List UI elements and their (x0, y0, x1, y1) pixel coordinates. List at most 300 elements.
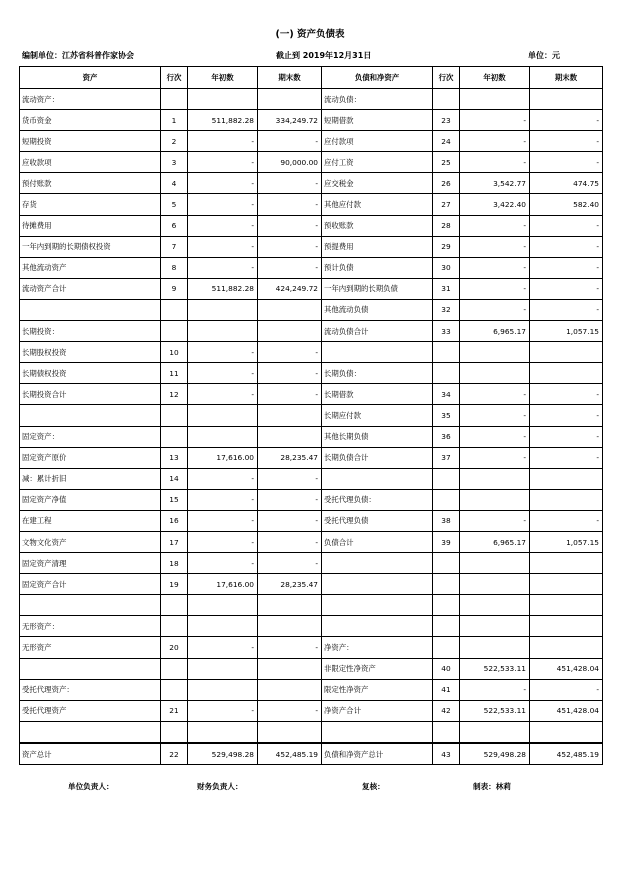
liability-opening-cell: - (460, 215, 530, 236)
asset-line-cell: 12 (161, 384, 188, 405)
header-line-no: 行次 (161, 67, 188, 89)
liability-closing-cell: 452,485.19 (530, 743, 603, 765)
liability-closing-cell: 474.75 (530, 173, 603, 194)
asset-opening-cell: - (188, 363, 258, 384)
liability-opening-cell: - (460, 405, 530, 426)
table-row (20, 553, 603, 574)
liability-line-cell (433, 363, 460, 384)
liability-closing-cell: - (530, 257, 603, 278)
table-row (20, 637, 603, 658)
liability-opening-cell: 6,965.17 (460, 321, 530, 342)
asset-name-cell (20, 405, 161, 426)
table-row (20, 173, 603, 194)
asset-opening-cell (188, 299, 258, 320)
liability-closing-cell: - (530, 384, 603, 405)
asset-closing-cell: - (258, 215, 322, 236)
asset-name-cell: 受托代理资产 (20, 700, 161, 721)
liability-opening-cell: - (460, 152, 530, 173)
header-assets: 资产 (20, 67, 161, 89)
liability-closing-cell (530, 489, 603, 510)
asset-line-cell: 9 (161, 278, 188, 299)
asset-opening-cell: - (188, 531, 258, 552)
liability-opening-cell (460, 363, 530, 384)
asset-name-cell: 固定资产清理 (20, 553, 161, 574)
asset-name-cell: 长期投资合计 (20, 384, 161, 405)
asset-closing-cell (258, 721, 322, 743)
asset-line-cell: 13 (161, 447, 188, 468)
asset-closing-cell: 452,485.19 (258, 743, 322, 765)
asset-line-cell (161, 721, 188, 743)
asset-opening-cell: - (188, 510, 258, 531)
asset-line-cell (161, 321, 188, 342)
liability-line-cell: 28 (433, 215, 460, 236)
liability-closing-cell: 1,057.15 (530, 321, 603, 342)
liability-name-cell: 负债和净资产总计 (322, 743, 433, 765)
liability-line-cell: 33 (433, 321, 460, 342)
liability-opening-cell (460, 616, 530, 637)
table-row (20, 700, 603, 721)
liability-closing-cell (530, 616, 603, 637)
table-row (20, 110, 603, 131)
asset-closing-cell: 334,249.72 (258, 110, 322, 131)
asset-opening-cell (188, 658, 258, 679)
liability-line-cell (433, 468, 460, 489)
liability-line-cell: 38 (433, 510, 460, 531)
liability-opening-cell (460, 342, 530, 363)
asset-line-cell: 17 (161, 531, 188, 552)
liability-line-cell: 24 (433, 131, 460, 152)
liability-name-cell: 预提费用 (322, 236, 433, 257)
asset-line-cell: 18 (161, 553, 188, 574)
balance-sheet-table (19, 66, 603, 765)
liability-name-cell: 长期借款 (322, 384, 433, 405)
asset-opening-cell: - (188, 700, 258, 721)
liability-line-cell (433, 574, 460, 595)
liability-closing-cell: 582.40 (530, 194, 603, 215)
liability-name-cell: 预计负债 (322, 257, 433, 278)
liability-line-cell (433, 489, 460, 510)
liability-name-cell (322, 553, 433, 574)
liability-name-cell: 长期负债合计 (322, 447, 433, 468)
liability-line-cell: 39 (433, 531, 460, 552)
asset-opening-cell: 17,616.00 (188, 447, 258, 468)
asset-name-cell: 流动资产： (20, 89, 161, 110)
asset-closing-cell: - (258, 131, 322, 152)
liability-name-cell: 其他长期负债 (322, 426, 433, 447)
asset-name-cell: 受托代理资产： (20, 679, 161, 700)
liability-opening-cell (460, 89, 530, 110)
table-row (20, 510, 603, 531)
asset-closing-cell: - (258, 384, 322, 405)
liability-line-cell: 27 (433, 194, 460, 215)
liability-name-cell: 长期应付款 (322, 405, 433, 426)
liability-closing-cell: - (530, 131, 603, 152)
table-row (20, 447, 603, 468)
table-row (20, 257, 603, 278)
asset-opening-cell: 17,616.00 (188, 574, 258, 595)
asset-opening-cell (188, 405, 258, 426)
liability-opening-cell: - (460, 236, 530, 257)
asset-closing-cell (258, 321, 322, 342)
asset-line-cell: 22 (161, 743, 188, 765)
asset-name-cell: 固定资产净值 (20, 489, 161, 510)
asset-closing-cell (258, 616, 322, 637)
liability-opening-cell: - (460, 679, 530, 700)
liability-name-cell: 流动负债： (322, 89, 433, 110)
liability-name-cell (322, 616, 433, 637)
liability-line-cell: 26 (433, 173, 460, 194)
asset-name-cell: 无形资产 (20, 637, 161, 658)
liability-name-cell (322, 574, 433, 595)
liability-line-cell (433, 637, 460, 658)
currency-unit: 单位：元 (528, 51, 560, 60)
asset-name-cell: 文物文化资产 (20, 531, 161, 552)
liability-closing-cell: 451,428.04 (530, 700, 603, 721)
table-row (20, 363, 603, 384)
table-row (20, 468, 603, 489)
asset-opening-cell: - (188, 257, 258, 278)
liability-name-cell: 非限定性净资产 (322, 658, 433, 679)
table-row (20, 236, 603, 257)
liability-line-cell (433, 553, 460, 574)
liability-line-cell: 36 (433, 426, 460, 447)
liability-line-cell (433, 721, 460, 743)
report-title: (一) 资产负债表 (275, 29, 345, 40)
header-closing: 期末数 (258, 67, 322, 89)
asset-name-cell: 无形资产： (20, 616, 161, 637)
asset-closing-cell (258, 595, 322, 616)
asset-line-cell (161, 299, 188, 320)
asset-name-cell: 固定资产合计 (20, 574, 161, 595)
liability-closing-cell (530, 721, 603, 743)
asset-line-cell (161, 679, 188, 700)
asset-line-cell: 21 (161, 700, 188, 721)
asset-name-cell: 短期投资 (20, 131, 161, 152)
liability-opening-cell (460, 721, 530, 743)
asset-closing-cell (258, 299, 322, 320)
table-row (20, 743, 603, 765)
asset-closing-cell: 90,000.00 (258, 152, 322, 173)
table-row (20, 215, 603, 236)
asset-opening-cell: - (188, 468, 258, 489)
asset-name-cell: 资产总计 (20, 743, 161, 765)
liability-line-cell: 30 (433, 257, 460, 278)
asset-closing-cell: - (258, 257, 322, 278)
asset-name-cell: 待摊费用 (20, 215, 161, 236)
asset-closing-cell: - (258, 700, 322, 721)
liability-closing-cell (530, 342, 603, 363)
liability-opening-cell (460, 468, 530, 489)
table-header-row (20, 67, 603, 89)
asset-opening-cell: - (188, 194, 258, 215)
liability-line-cell (433, 616, 460, 637)
asset-line-cell: 14 (161, 468, 188, 489)
liability-closing-cell (530, 574, 603, 595)
asset-line-cell (161, 426, 188, 447)
liability-name-cell: 预收账款 (322, 215, 433, 236)
liability-name-cell: 一年内到期的长期负债 (322, 278, 433, 299)
liability-line-cell: 41 (433, 679, 460, 700)
liability-opening-cell: - (460, 426, 530, 447)
asset-opening-cell (188, 595, 258, 616)
asset-closing-cell (258, 679, 322, 700)
asset-closing-cell: - (258, 173, 322, 194)
liability-closing-cell: - (530, 110, 603, 131)
asset-opening-cell: - (188, 637, 258, 658)
liability-closing-cell: - (530, 278, 603, 299)
asset-opening-cell: - (188, 152, 258, 173)
asset-line-cell: 19 (161, 574, 188, 595)
liability-line-cell: 37 (433, 447, 460, 468)
asset-line-cell: 10 (161, 342, 188, 363)
report-date: 截止到 2019年12月31日 (276, 51, 372, 60)
asset-closing-cell: 28,235.47 (258, 447, 322, 468)
liability-line-cell: 43 (433, 743, 460, 765)
liability-opening-cell: 3,422.40 (460, 194, 530, 215)
asset-closing-cell: - (258, 510, 322, 531)
liability-line-cell: 35 (433, 405, 460, 426)
asset-name-cell: 减：累计折旧 (20, 468, 161, 489)
liability-line-cell: 25 (433, 152, 460, 173)
liability-opening-cell: 522,533.11 (460, 700, 530, 721)
asset-line-cell: 1 (161, 110, 188, 131)
asset-name-cell: 一年内到期的长期债权投资 (20, 236, 161, 257)
liability-closing-cell (530, 363, 603, 384)
header-opening: 年初数 (188, 67, 258, 89)
asset-line-cell: 4 (161, 173, 188, 194)
asset-opening-cell: - (188, 236, 258, 257)
liability-name-cell: 受托代理负债： (322, 489, 433, 510)
liability-closing-cell: 451,428.04 (530, 658, 603, 679)
asset-closing-cell (258, 658, 322, 679)
liability-opening-cell: - (460, 131, 530, 152)
table-row (20, 299, 603, 320)
asset-name-cell: 长期债权投资 (20, 363, 161, 384)
asset-line-cell (161, 616, 188, 637)
asset-line-cell: 2 (161, 131, 188, 152)
asset-opening-cell: - (188, 384, 258, 405)
asset-closing-cell: 28,235.47 (258, 574, 322, 595)
asset-line-cell: 11 (161, 363, 188, 384)
asset-opening-cell: - (188, 131, 258, 152)
liability-closing-cell: 1,057.15 (530, 531, 603, 552)
asset-name-cell (20, 299, 161, 320)
asset-closing-cell: - (258, 236, 322, 257)
liability-opening-cell (460, 489, 530, 510)
preparer-signature: 制表：林莉 (473, 782, 511, 791)
asset-opening-cell (188, 679, 258, 700)
liability-name-cell: 应付工资 (322, 152, 433, 173)
liability-name-cell (322, 468, 433, 489)
asset-line-cell (161, 658, 188, 679)
liability-name-cell (322, 342, 433, 363)
asset-name-cell (20, 658, 161, 679)
asset-closing-cell: - (258, 531, 322, 552)
header-liabilities: 负债和净资产 (322, 67, 433, 89)
asset-closing-cell: - (258, 468, 322, 489)
asset-opening-cell: - (188, 215, 258, 236)
table-row (20, 489, 603, 510)
header-opening: 年初数 (460, 67, 530, 89)
liability-opening-cell: - (460, 278, 530, 299)
table-row (20, 321, 603, 342)
liability-name-cell: 其他流动负债 (322, 299, 433, 320)
asset-line-cell: 8 (161, 257, 188, 278)
liability-line-cell: 42 (433, 700, 460, 721)
liability-name-cell (322, 595, 433, 616)
table-row (20, 531, 603, 552)
liability-name-cell: 短期借款 (322, 110, 433, 131)
liability-name-cell: 净资产合计 (322, 700, 433, 721)
asset-name-cell: 固定资产： (20, 426, 161, 447)
liability-line-cell (433, 89, 460, 110)
asset-name-cell: 固定资产原价 (20, 447, 161, 468)
liability-opening-cell: 522,533.11 (460, 658, 530, 679)
header-line-no: 行次 (433, 67, 460, 89)
liability-line-cell (433, 595, 460, 616)
asset-line-cell (161, 405, 188, 426)
asset-closing-cell: - (258, 637, 322, 658)
table-row (20, 574, 603, 595)
asset-opening-cell (188, 426, 258, 447)
table-row (20, 342, 603, 363)
table-row (20, 384, 603, 405)
table-row (20, 658, 603, 679)
asset-closing-cell: - (258, 489, 322, 510)
liability-opening-cell: - (460, 510, 530, 531)
liability-closing-cell: - (530, 299, 603, 320)
asset-opening-cell (188, 89, 258, 110)
liability-closing-cell (530, 468, 603, 489)
asset-opening-cell: 511,882.28 (188, 278, 258, 299)
liability-closing-cell: - (530, 236, 603, 257)
liability-name-cell: 负债合计 (322, 531, 433, 552)
liability-name-cell: 长期负债： (322, 363, 433, 384)
liability-opening-cell (460, 553, 530, 574)
liability-name-cell: 应付款项 (322, 131, 433, 152)
asset-opening-cell (188, 721, 258, 743)
asset-name-cell: 预付账款 (20, 173, 161, 194)
liability-opening-cell: - (460, 447, 530, 468)
asset-closing-cell: - (258, 553, 322, 574)
liability-opening-cell (460, 595, 530, 616)
liability-closing-cell: - (530, 152, 603, 173)
liability-closing-cell (530, 637, 603, 658)
asset-closing-cell: - (258, 194, 322, 215)
liability-line-cell: 34 (433, 384, 460, 405)
asset-opening-cell: - (188, 489, 258, 510)
liability-closing-cell (530, 89, 603, 110)
liability-line-cell: 32 (433, 299, 460, 320)
asset-name-cell: 长期股权投资 (20, 342, 161, 363)
liability-opening-cell (460, 574, 530, 595)
asset-opening-cell: - (188, 342, 258, 363)
liability-name-cell: 受托代理负债 (322, 510, 433, 531)
liability-opening-cell: 529,498.28 (460, 743, 530, 765)
asset-name-cell: 其他流动资产 (20, 257, 161, 278)
table-row (20, 721, 603, 743)
liability-name-cell: 其他应付款 (322, 194, 433, 215)
reviewer-signature: 复核： (362, 782, 385, 791)
asset-name-cell: 货币资金 (20, 110, 161, 131)
asset-line-cell: 15 (161, 489, 188, 510)
asset-name-cell: 在建工程 (20, 510, 161, 531)
asset-closing-cell: 424,249.72 (258, 278, 322, 299)
asset-closing-cell (258, 89, 322, 110)
asset-closing-cell (258, 426, 322, 447)
liability-name-cell: 流动负债合计 (322, 321, 433, 342)
table-row (20, 595, 603, 616)
table-row (20, 278, 603, 299)
liability-name-cell: 限定性净资产 (322, 679, 433, 700)
asset-opening-cell: - (188, 173, 258, 194)
liability-opening-cell: - (460, 257, 530, 278)
finance-head-signature: 财务负责人： (197, 782, 243, 791)
asset-line-cell: 7 (161, 236, 188, 257)
liability-opening-cell: - (460, 384, 530, 405)
liability-opening-cell (460, 637, 530, 658)
liability-closing-cell: - (530, 447, 603, 468)
table-row (20, 194, 603, 215)
liability-closing-cell: - (530, 426, 603, 447)
liability-line-cell: 23 (433, 110, 460, 131)
asset-opening-cell: - (188, 553, 258, 574)
liability-name-cell: 净资产： (322, 637, 433, 658)
liability-closing-cell: - (530, 405, 603, 426)
unit-head-signature: 单位负责人： (68, 782, 114, 791)
asset-closing-cell (258, 405, 322, 426)
liability-closing-cell: - (530, 679, 603, 700)
asset-name-cell: 长期投资： (20, 321, 161, 342)
liability-opening-cell: 6,965.17 (460, 531, 530, 552)
asset-closing-cell: - (258, 342, 322, 363)
liability-name-cell (322, 721, 433, 743)
asset-name-cell (20, 721, 161, 743)
table-row (20, 405, 603, 426)
liability-line-cell: 29 (433, 236, 460, 257)
header-closing: 期末数 (530, 67, 603, 89)
asset-opening-cell (188, 616, 258, 637)
liability-closing-cell (530, 595, 603, 616)
table-body (20, 89, 603, 765)
asset-opening-cell: 529,498.28 (188, 743, 258, 765)
liability-closing-cell (530, 553, 603, 574)
liability-opening-cell: 3,542.77 (460, 173, 530, 194)
table-row (20, 131, 603, 152)
liability-name-cell: 应交税金 (322, 173, 433, 194)
asset-name-cell: 应收款项 (20, 152, 161, 173)
asset-line-cell: 20 (161, 637, 188, 658)
asset-line-cell (161, 89, 188, 110)
liability-opening-cell: - (460, 299, 530, 320)
asset-name-cell (20, 595, 161, 616)
liability-closing-cell: - (530, 510, 603, 531)
liability-line-cell: 31 (433, 278, 460, 299)
asset-opening-cell: 511,882.28 (188, 110, 258, 131)
table-row (20, 679, 603, 700)
liability-closing-cell: - (530, 215, 603, 236)
table-row (20, 616, 603, 637)
asset-line-cell: 5 (161, 194, 188, 215)
table-row (20, 152, 603, 173)
table-row (20, 426, 603, 447)
liability-line-cell: 40 (433, 658, 460, 679)
asset-name-cell: 存货 (20, 194, 161, 215)
organization-label: 编制单位：江苏省科普作家协会 (22, 51, 134, 60)
table-row (20, 89, 603, 110)
asset-line-cell: 16 (161, 510, 188, 531)
asset-line-cell: 6 (161, 215, 188, 236)
